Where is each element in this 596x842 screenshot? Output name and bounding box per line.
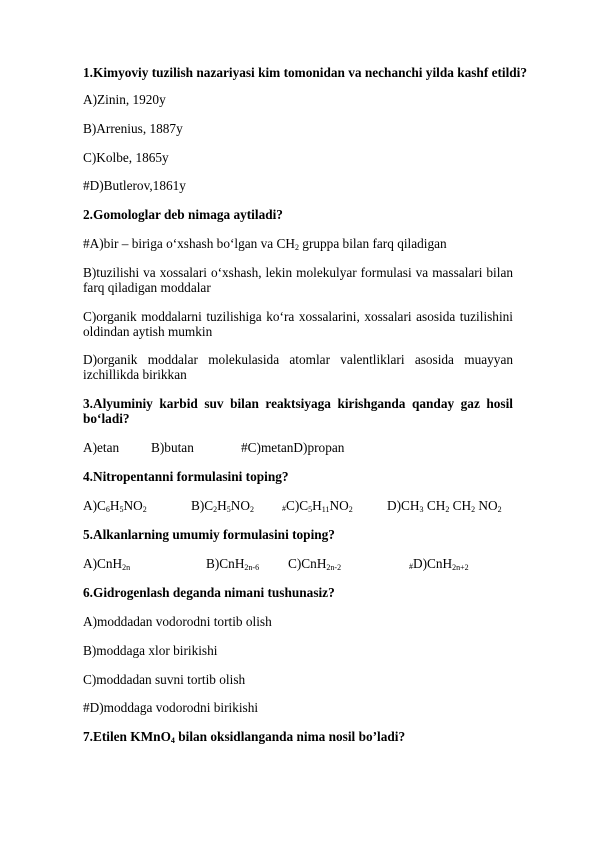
q4-option-a: $A)C_6H_5NO_2$ — [83, 498, 147, 514]
q3-option-b: B)butan — [151, 440, 194, 455]
q6-option-c: C)moddadan suvni tortib olish — [83, 672, 246, 687]
question-3-line1: 3.Alyuminiy karbid suv bilan reaktsiyaga kirishganda qanday gaz hosil — [83, 396, 513, 411]
q1-option-c: C)Kolbe, 1865y — [83, 150, 169, 165]
q2-option-b-line2: farq qiladigan moddalar — [83, 280, 211, 295]
q6-option-b: B)moddaga xlor birikishi — [83, 643, 218, 658]
q3-option-a: A)etan — [83, 440, 120, 455]
q5-option-b: B)CnH$_{2n-6}$ — [206, 556, 260, 572]
question-3-line2: bo‘ladi? — [83, 411, 130, 426]
q6-option-d: #D)moddaga vodorodni birikishi — [83, 700, 259, 715]
q2-option-c-line2: oldindan aytish mumkin — [83, 324, 213, 339]
q1-option-a: A)Zinin, 1920y — [83, 92, 166, 107]
q2-option-b-line1: B)tuzilishi va xossalari o‘xshash, lekin molekulyar formulasi va massalari bilan — [83, 265, 513, 280]
question-6: 6.Gidrogenlash deganda nimani tushunasiz? — [83, 585, 335, 600]
question-5: 5.Alkanlarning umumiy formulasini toping? — [83, 527, 335, 542]
q4-option-c: $\#C)C_5H_{11}NO_2$ — [282, 498, 353, 514]
q5-option-c: C)CnH$_{2n-2}$ — [288, 556, 342, 572]
q3-option-c: #C)metanD)propan — [241, 440, 345, 455]
q2-option-d-line1: D)organik moddalar molekulasida atomlar valentliklari asosida muayyan — [83, 352, 513, 367]
q2-option-a: #A)bir – biriga o‘xshash bo‘lgan va $CH_2$ gruppa bilan farq qiladigan — [83, 236, 447, 252]
q6-option-a: A)moddadan vodorodni tortib olish — [83, 614, 272, 629]
q4-option-b: $B)C_2H_5NO_2$ — [191, 498, 254, 514]
q5-option-d: #D)CnH$_{2n+2}$ — [409, 556, 469, 572]
q1-option-d: #D)Butlerov,1861y — [83, 178, 186, 193]
q1-option-b: B)Arrenius, 1887y — [83, 121, 183, 136]
question-4: 4.Nitropentanni formulasini toping? — [83, 469, 289, 484]
question-2: 2.Gomologlar deb nimaga aytiladi? — [83, 207, 283, 222]
question-7: 7.Etilen KMnO$_4$ bilan oksidlanganda nima nosil bo’ladi? — [83, 729, 406, 745]
question-1: 1.Kimyoviy tuzilish nazariyasi kim tomonidan va nechanchi yilda kashf etildi? — [83, 65, 528, 80]
q2-option-c-line1: C)organik moddalarni tuzilishiga ko‘ra xossalarini, xossalari asosida tuzilishini — [83, 309, 513, 324]
q2-option-d-line2: izchillikda birikkan — [83, 367, 187, 382]
q5-option-a: A)CnH$_{2n}$ — [83, 556, 131, 572]
q4-option-d: $D)CH_3$ $CH_2$ $CH_2$ $NO_2$ — [387, 498, 502, 514]
